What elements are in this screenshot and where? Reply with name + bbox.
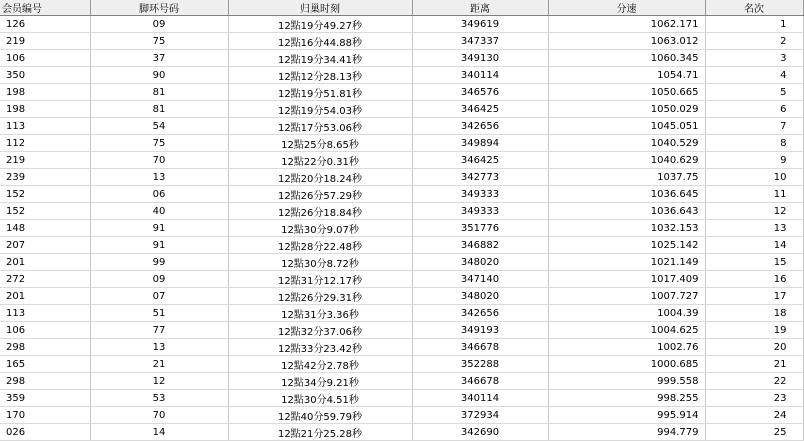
speed-cell: 1050.029 (548, 101, 705, 118)
arrival-time-cell: 12點12分28.13秒 (228, 67, 412, 84)
distance-cell: 346425 (412, 152, 548, 169)
speed-cell: 998.255 (548, 390, 705, 407)
ring-number-cell: 13 (90, 339, 228, 356)
member-id-cell: 152 (0, 203, 90, 220)
table-row[interactable] (0, 305, 803, 322)
rank-cell: 7 (705, 118, 803, 135)
member-id-cell: 148 (0, 220, 90, 237)
arrival-time-cell: 12點31分12.17秒 (228, 271, 412, 288)
ring-number-cell: 75 (90, 33, 228, 50)
member-id-cell: 298 (0, 373, 90, 390)
speed-cell: 1007.727 (548, 288, 705, 305)
ring-number-cell: 37 (90, 50, 228, 67)
ring-number-cell: 53 (90, 390, 228, 407)
member-id-cell: 359 (0, 390, 90, 407)
rank-cell: 9 (705, 152, 803, 169)
ring-number-cell: 13 (90, 169, 228, 186)
arrival-time-cell: 12點30分8.72秒 (228, 254, 412, 271)
distance-cell: 347140 (412, 271, 548, 288)
distance-cell: 348020 (412, 254, 548, 271)
table-row[interactable] (0, 186, 803, 203)
member-id-cell: 219 (0, 33, 90, 50)
arrival-time-cell: 12點26分29.31秒 (228, 288, 412, 305)
member-id-cell: 198 (0, 84, 90, 101)
header-row (0, 0, 803, 16)
speed-cell: 1045.051 (548, 118, 705, 135)
speed-cell: 994.779 (548, 424, 705, 441)
ring-number-cell: 81 (90, 101, 228, 118)
column-header-ring-number[interactable]: 脚环号码 (90, 0, 228, 16)
table-row[interactable] (0, 271, 803, 288)
ring-number-cell: 75 (90, 135, 228, 152)
table-row[interactable] (0, 356, 803, 373)
arrival-time-cell: 12點30分9.07秒 (228, 220, 412, 237)
distance-cell: 351776 (412, 220, 548, 237)
arrival-time-cell: 12點42分2.78秒 (228, 356, 412, 373)
column-header-speed[interactable]: 分速 (548, 0, 705, 16)
member-id-cell: 239 (0, 169, 90, 186)
rank-cell: 1 (705, 16, 803, 33)
ring-number-cell: 40 (90, 203, 228, 220)
speed-cell: 1040.529 (548, 135, 705, 152)
table-row[interactable] (0, 424, 803, 441)
member-id-cell: 170 (0, 407, 90, 424)
speed-cell: 1036.645 (548, 186, 705, 203)
speed-cell: 1004.39 (548, 305, 705, 322)
table-row[interactable] (0, 339, 803, 356)
rank-cell: 4 (705, 67, 803, 84)
table-row[interactable] (0, 203, 803, 220)
member-id-cell: 113 (0, 305, 90, 322)
arrival-time-cell: 12點28分22.48秒 (228, 237, 412, 254)
ring-number-cell: 51 (90, 305, 228, 322)
distance-cell: 342690 (412, 424, 548, 441)
arrival-time-cell: 12點20分18.24秒 (228, 169, 412, 186)
member-id-cell: 026 (0, 424, 90, 441)
arrival-time-cell: 12點40分59.79秒 (228, 407, 412, 424)
distance-cell: 346425 (412, 101, 548, 118)
table-row[interactable] (0, 33, 803, 50)
ring-number-cell: 06 (90, 186, 228, 203)
arrival-time-cell: 12點26分18.84秒 (228, 203, 412, 220)
ring-number-cell: 54 (90, 118, 228, 135)
member-id-cell: 126 (0, 16, 90, 33)
table-row[interactable] (0, 50, 803, 67)
arrival-time-cell: 12點19分54.03秒 (228, 101, 412, 118)
rank-cell: 17 (705, 288, 803, 305)
table-row[interactable] (0, 16, 803, 33)
speed-cell: 1060.345 (548, 50, 705, 67)
table-row[interactable] (0, 67, 803, 84)
ring-number-cell: 14 (90, 424, 228, 441)
ring-number-cell: 07 (90, 288, 228, 305)
arrival-time-cell: 12點21分25.28秒 (228, 424, 412, 441)
arrival-time-cell: 12點22分0.31秒 (228, 152, 412, 169)
member-id-cell: 113 (0, 118, 90, 135)
ring-number-cell: 12 (90, 373, 228, 390)
distance-cell: 347337 (412, 33, 548, 50)
rank-cell: 14 (705, 237, 803, 254)
rank-cell: 8 (705, 135, 803, 152)
member-id-cell: 165 (0, 356, 90, 373)
distance-cell: 342773 (412, 169, 548, 186)
member-id-cell: 298 (0, 339, 90, 356)
member-id-cell: 198 (0, 101, 90, 118)
distance-cell: 346882 (412, 237, 548, 254)
member-id-cell: 106 (0, 50, 90, 67)
arrival-time-cell: 12點19分34.41秒 (228, 50, 412, 67)
member-id-cell: 207 (0, 237, 90, 254)
speed-cell: 1063.012 (548, 33, 705, 50)
distance-cell: 372934 (412, 407, 548, 424)
member-id-cell: 201 (0, 254, 90, 271)
arrival-time-cell: 12點30分4.51秒 (228, 390, 412, 407)
rank-cell: 19 (705, 322, 803, 339)
table-row[interactable] (0, 84, 803, 101)
speed-cell: 1021.149 (548, 254, 705, 271)
table-row[interactable] (0, 322, 803, 339)
table-row[interactable] (0, 169, 803, 186)
arrival-time-cell: 12點26分57.29秒 (228, 186, 412, 203)
speed-cell: 1050.665 (548, 84, 705, 101)
distance-cell: 342656 (412, 118, 548, 135)
table-row[interactable] (0, 373, 803, 390)
speed-cell: 1002.76 (548, 339, 705, 356)
table-row[interactable] (0, 135, 803, 152)
ring-number-cell: 91 (90, 220, 228, 237)
member-id-cell: 350 (0, 67, 90, 84)
distance-cell: 349619 (412, 16, 548, 33)
distance-cell: 349894 (412, 135, 548, 152)
speed-cell: 1036.643 (548, 203, 705, 220)
rank-cell: 16 (705, 271, 803, 288)
member-id-cell: 106 (0, 322, 90, 339)
ring-number-cell: 99 (90, 254, 228, 271)
arrival-time-cell: 12點33分23.42秒 (228, 339, 412, 356)
arrival-time-cell: 12點25分8.65秒 (228, 135, 412, 152)
table-row[interactable] (0, 237, 803, 254)
rank-cell: 20 (705, 339, 803, 356)
distance-cell: 346678 (412, 339, 548, 356)
distance-cell: 349333 (412, 203, 548, 220)
rank-cell: 23 (705, 390, 803, 407)
ring-number-cell: 21 (90, 356, 228, 373)
ring-number-cell: 70 (90, 152, 228, 169)
speed-cell: 1017.409 (548, 271, 705, 288)
rank-cell: 3 (705, 50, 803, 67)
member-id-cell: 152 (0, 186, 90, 203)
ring-number-cell: 70 (90, 407, 228, 424)
speed-cell: 1037.75 (548, 169, 705, 186)
member-id-cell: 201 (0, 288, 90, 305)
rank-cell: 21 (705, 356, 803, 373)
rank-cell: 22 (705, 373, 803, 390)
rank-cell: 15 (705, 254, 803, 271)
speed-cell: 999.558 (548, 373, 705, 390)
column-header-rank[interactable]: 名次 (705, 0, 803, 16)
arrival-time-cell: 12點16分44.88秒 (228, 33, 412, 50)
table-row[interactable] (0, 220, 803, 237)
rank-cell: 11 (705, 186, 803, 203)
member-id-cell: 219 (0, 152, 90, 169)
rank-cell: 6 (705, 101, 803, 118)
speed-cell: 1000.685 (548, 356, 705, 373)
table-row[interactable] (0, 390, 803, 407)
table-row[interactable] (0, 254, 803, 271)
column-header-distance[interactable]: 距离 (412, 0, 548, 16)
column-header-arrival-time[interactable]: 归巢时刻 (228, 0, 412, 16)
distance-cell: 349130 (412, 50, 548, 67)
ring-number-cell: 90 (90, 67, 228, 84)
rank-cell: 18 (705, 305, 803, 322)
speed-cell: 1054.71 (548, 67, 705, 84)
arrival-time-cell: 12點19分51.81秒 (228, 84, 412, 101)
arrival-time-cell: 12點31分3.36秒 (228, 305, 412, 322)
arrival-time-cell: 12點34分9.21秒 (228, 373, 412, 390)
table-row[interactable] (0, 101, 803, 118)
speed-cell: 1004.625 (548, 322, 705, 339)
distance-cell: 340114 (412, 67, 548, 84)
distance-cell: 346576 (412, 84, 548, 101)
rank-cell: 2 (705, 33, 803, 50)
member-id-cell: 272 (0, 271, 90, 288)
distance-cell: 349193 (412, 322, 548, 339)
rank-cell: 5 (705, 84, 803, 101)
speed-cell: 1062.171 (548, 16, 705, 33)
distance-cell: 342656 (412, 305, 548, 322)
ring-number-cell: 09 (90, 16, 228, 33)
speed-cell: 1025.142 (548, 237, 705, 254)
speed-cell: 995.914 (548, 407, 705, 424)
rank-cell: 25 (705, 424, 803, 441)
distance-cell: 340114 (412, 390, 548, 407)
distance-cell: 352288 (412, 356, 548, 373)
distance-cell: 348020 (412, 288, 548, 305)
arrival-time-cell: 12點17分53.06秒 (228, 118, 412, 135)
arrival-time-cell: 12點32分37.06秒 (228, 322, 412, 339)
arrival-time-cell: 12點19分49.27秒 (228, 16, 412, 33)
ring-number-cell: 09 (90, 271, 228, 288)
distance-cell: 346678 (412, 373, 548, 390)
rank-cell: 24 (705, 407, 803, 424)
table-row[interactable] (0, 288, 803, 305)
ring-number-cell: 81 (90, 84, 228, 101)
table-row[interactable] (0, 152, 803, 169)
distance-cell: 349333 (412, 186, 548, 203)
column-header-member-id[interactable]: 会员编号 (0, 0, 90, 16)
rank-cell: 10 (705, 169, 803, 186)
ring-number-cell: 91 (90, 237, 228, 254)
rank-cell: 13 (705, 220, 803, 237)
rank-cell: 12 (705, 203, 803, 220)
ring-number-cell: 77 (90, 322, 228, 339)
member-id-cell: 112 (0, 135, 90, 152)
table-row[interactable] (0, 118, 803, 135)
speed-cell: 1040.629 (548, 152, 705, 169)
speed-cell: 1032.153 (548, 220, 705, 237)
table-row[interactable] (0, 407, 803, 424)
